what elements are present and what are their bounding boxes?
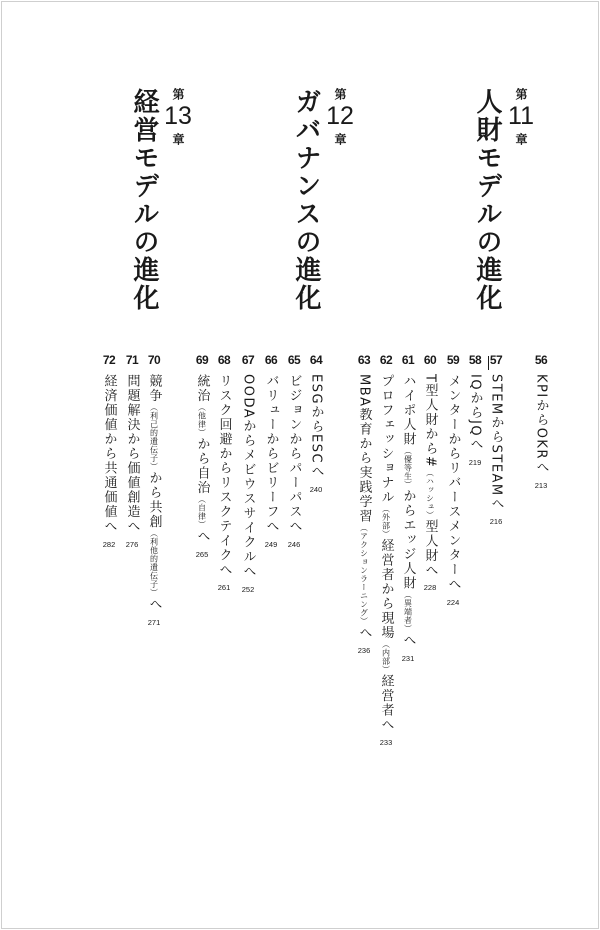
toc-entry-67[interactable]	[240, 354, 256, 594]
entry-title: 経済価値から共通価値へ	[101, 374, 117, 534]
entry-number: 71	[125, 353, 139, 367]
entry-page: 219	[468, 457, 482, 467]
entry-title: ビジョンからパーパスへ	[286, 374, 302, 534]
entry-number: 72	[102, 353, 116, 367]
entry-number: 60	[423, 353, 437, 367]
entry-title: 競争（利己的遺伝子）から共創（利他的遺伝子）へ	[146, 374, 162, 612]
entry-title: STEMからSTEAMへ	[488, 374, 504, 512]
toc-entry-62[interactable]	[378, 354, 394, 747]
toc-entry-61[interactable]	[400, 354, 416, 663]
toc-entry-57[interactable]	[488, 354, 504, 526]
entry-title: 問題解決から価値創造へ	[124, 374, 140, 534]
entry-number: 64	[309, 353, 323, 367]
chapter-prefix: 第	[333, 88, 347, 100]
chapter-13-heading	[131, 88, 193, 312]
chapter-title: 経営モデルの進化	[129, 88, 159, 312]
entry-number: 66	[264, 353, 278, 367]
toc-entry-64[interactable]	[308, 354, 324, 494]
chapter-number: 13	[164, 102, 192, 130]
entry-title: メンターからリバースメンターへ	[445, 374, 461, 592]
chapter-suffix: 章	[171, 133, 185, 145]
entry-title: ハイポ人財（優等生）からエッジ人財（異端者）へ	[400, 374, 416, 648]
entry-page: 246	[287, 539, 301, 549]
entry-number: 68	[217, 353, 231, 367]
entry-page: 233	[379, 738, 393, 747]
toc-entry-65[interactable]	[286, 354, 302, 549]
chapter-11-heading	[474, 88, 536, 312]
entry-number: 62	[379, 353, 393, 367]
toc-entry-69[interactable]	[194, 354, 210, 559]
chapter-suffix: 章	[514, 133, 528, 145]
entry-number: 58	[468, 353, 482, 367]
entry-title: リスク回避からリスクテイクへ	[216, 374, 232, 577]
toc-entry-72[interactable]	[101, 354, 117, 549]
chapter-prefix: 第	[514, 88, 528, 100]
toc-entry-58[interactable]	[467, 354, 483, 467]
entry-title: MBA教育から実践学習（アクションラーニング）へ	[356, 374, 372, 641]
chapter-title: 人財モデルの進化	[472, 88, 502, 312]
entry-page: 252	[241, 584, 255, 594]
entry-number: 56	[534, 353, 548, 367]
entry-page: 236	[357, 646, 371, 656]
chapter-number: 12	[326, 102, 354, 130]
toc-entry-71[interactable]	[124, 354, 140, 549]
entry-title: KPIからOKRへ	[533, 374, 549, 475]
toc-entry-60[interactable]	[422, 354, 438, 592]
entry-title: ESGからESCへ	[308, 374, 324, 479]
entry-number: 63	[357, 353, 371, 367]
entry-page: 261	[217, 583, 231, 592]
entry-page: 228	[423, 583, 437, 593]
entry-page: 276	[125, 539, 139, 549]
toc-entry-70[interactable]	[146, 354, 162, 627]
chapter-prefix: 第	[171, 88, 185, 100]
entry-title: IQからJQへ	[467, 374, 483, 452]
toc-entry-59[interactable]	[445, 354, 461, 607]
entry-number: 61	[401, 353, 415, 367]
chapter-number: 11	[508, 102, 534, 130]
entry-number: 59	[446, 353, 460, 367]
entry-number: 65	[287, 353, 301, 367]
entry-number: 70	[147, 353, 161, 367]
entry-page: 216	[489, 517, 503, 527]
toc-entry-63[interactable]	[356, 354, 372, 655]
toc-entry-68[interactable]	[216, 354, 232, 592]
entry-title: OODAからメビウスサイクルへ	[240, 374, 256, 579]
entry-number: 69	[195, 353, 209, 367]
entry-page: 249	[264, 539, 278, 549]
entry-page: 231	[401, 653, 415, 663]
entry-page: 282	[102, 539, 116, 549]
entry-number: 67	[241, 353, 255, 367]
entry-title: T型人財から#（ハッシュ）型人財へ	[422, 374, 438, 578]
chapter-12-heading	[293, 88, 355, 312]
entry-title: プロフェッショナル（外部）経営者から現場（内部）経営者へ	[378, 374, 394, 732]
entry-title: 統治（他律）から自治（自律）へ	[194, 374, 210, 544]
chapter-title: ガバナンスの進化	[291, 88, 321, 312]
entry-page: 265	[195, 549, 209, 559]
toc-entry-66[interactable]	[263, 354, 279, 549]
entry-page: 213	[534, 480, 548, 490]
entry-page: 240	[309, 484, 323, 494]
entry-page: 271	[147, 617, 161, 627]
chapter-suffix: 章	[333, 133, 347, 145]
entry-title: バリューからビリーフへ	[263, 374, 279, 534]
entry-number: 57	[489, 353, 503, 367]
entry-page: 224	[446, 597, 460, 607]
toc-entry-56[interactable]	[533, 354, 549, 490]
